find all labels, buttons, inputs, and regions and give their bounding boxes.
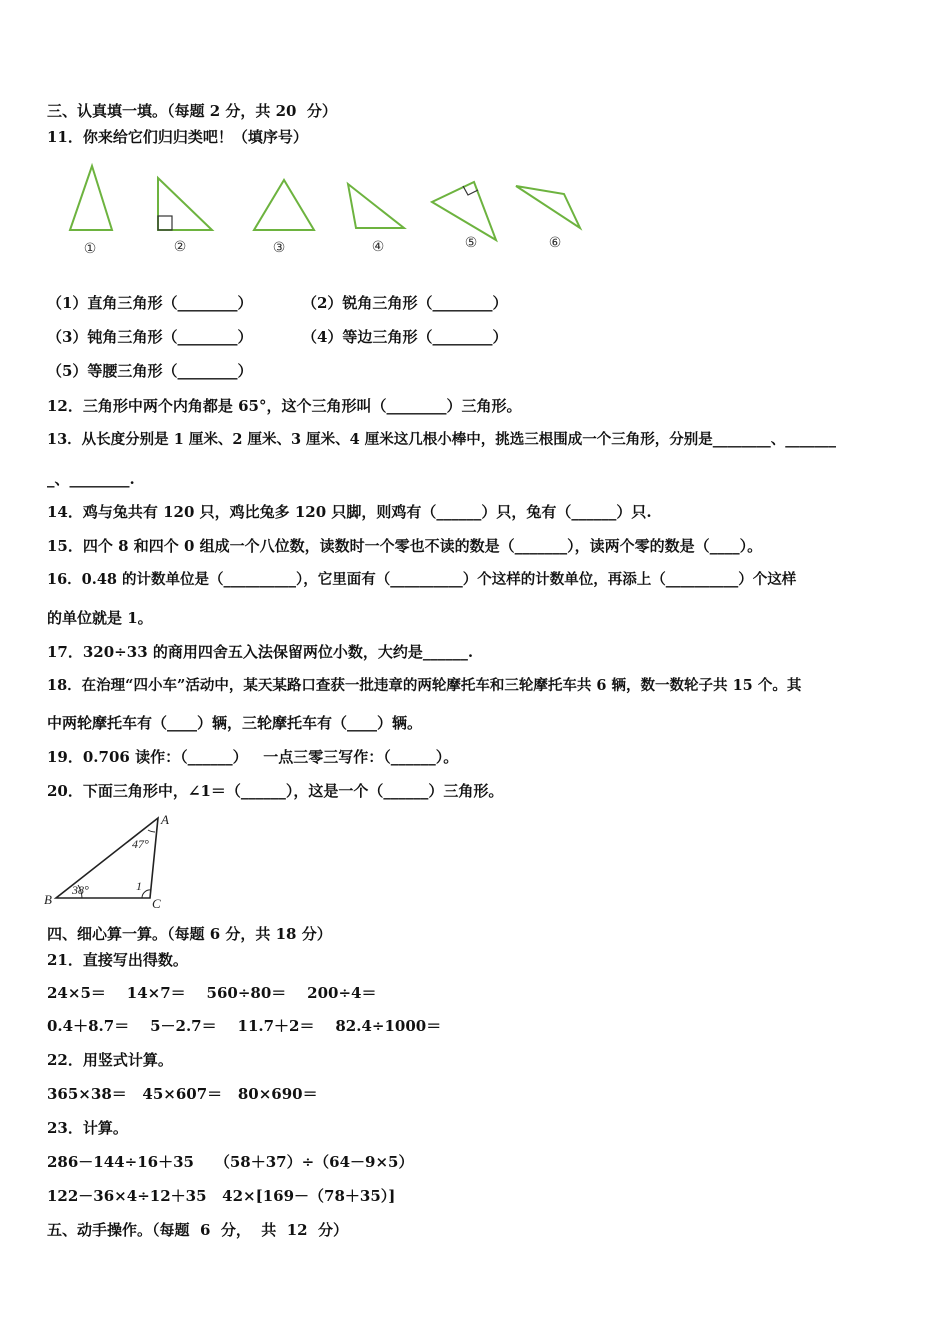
vertex-c-label: C [152,896,161,911]
angle-arc-a [148,830,155,832]
triangle-label-3: ③ [272,240,286,256]
q11-part-1: （1）直角三角形（________） [47,294,253,312]
section-3-heading: 三、认真填一填。（每题 2 分，共 20 分） [47,102,337,120]
triangle-5 [432,182,496,240]
q13-line-1: 13．从长度分别是 1 厘米、2 厘米、3 厘米、4 厘米这几根小棒中，挑选三根围成一个三角形，分别是________、_______ [47,431,837,448]
angle-1-label: 1 [136,879,142,893]
q17: 17．320÷33 的商用四舍五入法保留两位小数，大约是______. [47,643,474,661]
section-5-heading: 五、动手操作。（每题 6 分， 共 12 分） [47,1221,349,1239]
q16-line-1: 16．0.48 的计数单位是（__________），它里面有（__________）个这样的计数单位，再添上（__________）个这样 [47,571,797,588]
triangle-1 [70,166,112,230]
angle-a-label: 47° [132,837,149,851]
q12: 12．三角形中两个内角都是 65°，这个三角形叫（________）三角形。 [47,397,522,415]
q11-stem: 11．你来给它们归归类吧！（填序号） [47,128,308,146]
q23-stem: 23．计算。 [47,1119,128,1137]
q21-row-2: 0.4＋8.7＝ 5－2.7＝ 11.7＋2＝ 82.4÷1000＝ [47,1017,442,1035]
q20-triangle-svg [42,812,192,912]
angle-b-label: 38° [72,883,89,897]
q16-line-2: 的单位就是 1。 [47,609,153,627]
q18-line-2: 中两轮摩托车有（____）辆，三轮摩托车有（____）辆。 [47,714,423,732]
triangle-3 [254,180,314,230]
q11-part-5: （5）等腰三角形（________） [47,362,253,380]
triangle-label-1: ① [83,241,97,257]
triangle-label-5: ⑤ [464,235,478,251]
q23-row-1: 286－144÷16＋35 （58＋37）÷（64－9×5） [47,1153,414,1171]
q22-stem: 22．用竖式计算。 [47,1051,173,1069]
vertex-a-label: A [161,812,169,827]
right-angle-mark-2 [158,216,172,230]
triangles-svg [60,160,600,260]
q11-triangle-figures [60,160,600,260]
q11-part-4: （4）等边三角形（________） [302,328,508,346]
q14: 14．鸡与兔共有 120 只，鸡比兔多 120 只脚，则鸡有（______）只，兔有（______）只. [47,503,652,521]
triangle-label-2: ② [173,239,187,255]
triangle-4 [348,184,404,228]
section-4-heading: 四、细心算一算。（每题 6 分，共 18 分） [47,925,332,943]
q23-row-2: 122－36×4÷12＋35 42×[169－（78＋35）] [47,1187,396,1205]
q19: 19．0.706 读作：（______） 一点三零三写作：（______）。 [47,748,459,766]
q20-stem: 20．下面三角形中，∠1＝（______），这是一个（______）三角形。 [47,782,504,800]
q11-part-2: （2）锐角三角形（________） [302,294,508,312]
triangle-2 [158,178,212,230]
q21-stem: 21．直接写出得数。 [47,951,188,969]
q18-line-1: 18．在治理“四小车”活动中，某天某路口查获一批违章的两轮摩托车和三轮摩托车共 6 辆，数一数轮子共 15 个。其 [47,677,802,694]
triangle-label-4: ④ [371,239,385,255]
q15: 15．四个 8 和四个 0 组成一个八位数，读数时一个零也不读的数是（_______），读两个零的数是（____）。 [47,537,763,555]
q21-row-1: 24×5＝ 14×7＝ 560÷80＝ 200÷4＝ [47,984,377,1002]
q22-row-1: 365×38＝ 45×607＝ 80×690＝ [47,1085,318,1103]
vertex-b-label: B [44,892,52,907]
q13-line-2: _、________. [47,470,135,488]
q11-part-3: （3）钝角三角形（________） [47,328,253,346]
q20-triangle-figure [42,812,192,916]
triangle-6 [516,186,580,228]
triangle-label-6: ⑥ [548,235,562,251]
